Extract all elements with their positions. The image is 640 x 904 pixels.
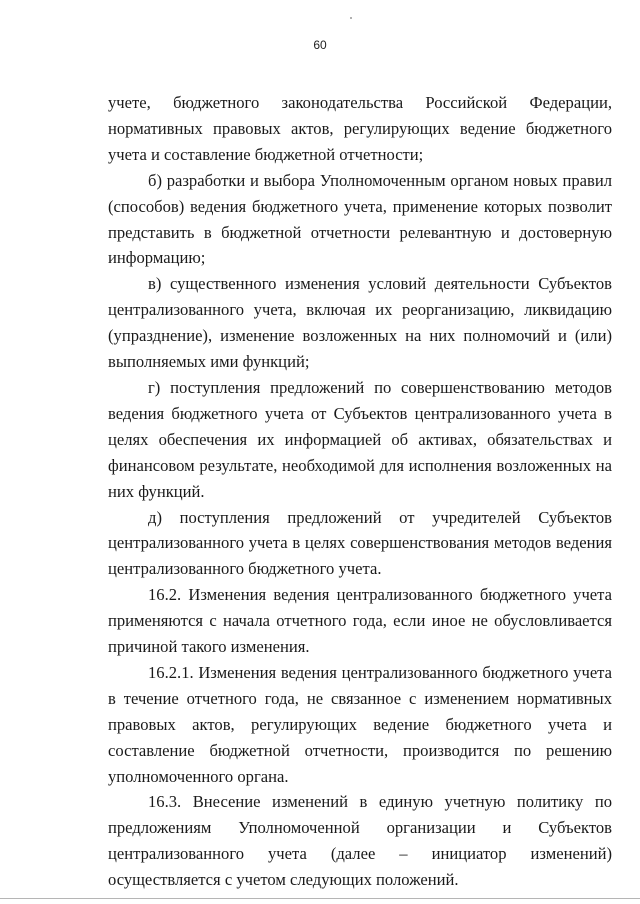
page-bottom-edge	[0, 898, 640, 899]
paragraph-item-b: б) разработки и выбора Уполномоченным органом новых правил (способов) ведения бюджетного учета, применение которых позволит представить в бюджетной отчетности релевантную и достоверную информацию;	[108, 170, 612, 268]
paragraph-item-v: в) существенного изменения условий деятельности Субъектов централизованного учета, включая их реорганизацию, ликвидацию (упразднение), изменение возложенных на них полномочий и (или) выполняемых ими функций;	[108, 274, 612, 372]
paragraph-16-2-1: 16.2.1. Изменения ведения централизованного бюджетного учета в течение отчетного года, не связанное с изменением нормативных правовых актов, регулирующих ведение бюджетного учета и составление бюджетной отчетности, производится по решению уполномоченного органа.	[108, 662, 612, 786]
paragraph-16-2: 16.2. Изменения ведения централизованного бюджетного учета применяются с начала отчетного года, если иное не обусловливается причиной такого изменения.	[108, 585, 612, 657]
paragraph-continuation: учете, бюджетного законодательства Российской Федерации, нормативных правовых актов, регулирующих ведение бюджетного учета и составление бюджетной отчетности;	[108, 93, 612, 164]
scan-speck	[350, 17, 352, 19]
document-body	[108, 90, 612, 893]
paragraph-16-3: 16.3. Внесение изменений в единую учетную политику по предложениям Уполномоченной организации и Субъектов централизованного учета (далее – инициатор изменений) осуществляется с учетом следующих положений.	[108, 792, 612, 890]
paragraph-item-d: д) поступления предложений от учредителей Субъектов централизованного учета в целях совершенствования методов ведения централизованного бюджетного учета.	[108, 507, 612, 579]
page-number: 60	[313, 38, 327, 52]
paragraph-item-g: г) поступления предложений по совершенствованию методов ведения бюджетного учета от Субъектов централизованного учета в целях обеспечения их информацией об активах, обязательствах и финансовом результате, необходимой для исполнения возложенных на них функций.	[108, 377, 612, 501]
